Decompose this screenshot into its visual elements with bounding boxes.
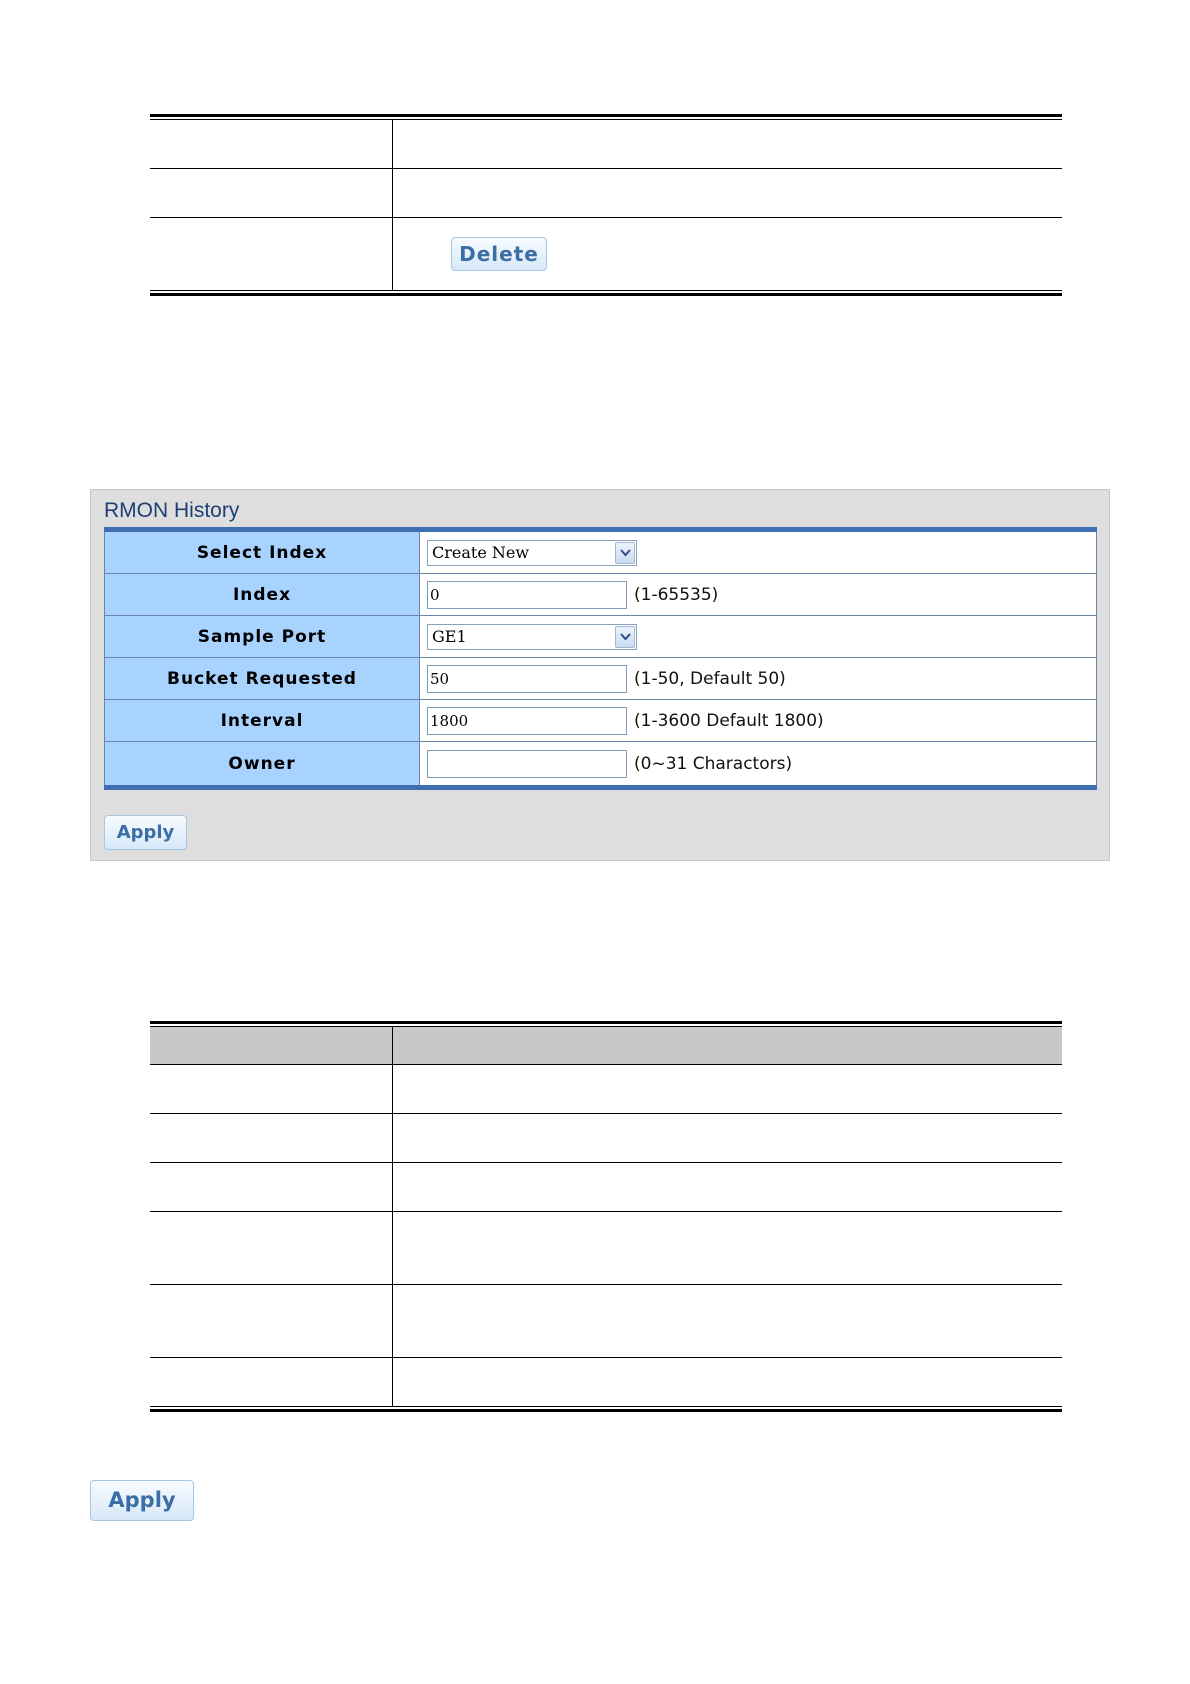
panel-title: RMON History bbox=[104, 499, 240, 522]
top-table-bottom-rule bbox=[150, 290, 1062, 296]
rmon-history-form bbox=[104, 527, 1097, 790]
owner-input[interactable] bbox=[427, 750, 627, 778]
table-row bbox=[150, 168, 1062, 217]
owner-row bbox=[104, 742, 1097, 785]
index-label: Index bbox=[104, 574, 420, 615]
index-hint: (1-65535) bbox=[634, 584, 719, 605]
sample-port-value: GE1 bbox=[432, 626, 467, 646]
table-row bbox=[150, 120, 1062, 168]
bucket-requested-label: Bucket Requested bbox=[104, 658, 420, 699]
panel-apply-button[interactable]: Apply bbox=[104, 815, 187, 850]
interval-label: Interval bbox=[104, 700, 420, 741]
select-index-dropdown[interactable] bbox=[427, 540, 637, 566]
table-row bbox=[150, 217, 1062, 290]
index-row bbox=[104, 574, 1097, 616]
sample-port-row bbox=[104, 616, 1097, 658]
delete-button[interactable]: Delete bbox=[451, 237, 547, 271]
select-index-row bbox=[104, 532, 1097, 574]
index-input[interactable]: 0 bbox=[427, 581, 627, 609]
table-header-row bbox=[150, 1027, 1062, 1064]
bucket-requested-input[interactable]: 50 bbox=[427, 665, 627, 693]
rmon-history-panel bbox=[90, 489, 1110, 861]
select-index-value: Create New bbox=[432, 542, 530, 562]
owner-label: Owner bbox=[104, 742, 420, 785]
table-row bbox=[150, 1357, 1062, 1406]
bottom-table-bottom-rule bbox=[150, 1406, 1062, 1412]
table-row bbox=[150, 1064, 1062, 1113]
sample-port-label: Sample Port bbox=[104, 616, 420, 657]
select-index-label: Select Index bbox=[104, 532, 420, 573]
chevron-down-icon[interactable] bbox=[615, 542, 635, 564]
top-description-table bbox=[150, 120, 1062, 290]
bucket-requested-hint: (1-50, Default 50) bbox=[634, 668, 786, 689]
bottom-description-table bbox=[150, 1027, 1062, 1406]
table-row bbox=[150, 1284, 1062, 1357]
interval-hint: (1-3600 Default 1800) bbox=[634, 710, 824, 731]
interval-row bbox=[104, 700, 1097, 742]
apply-button[interactable]: Apply bbox=[90, 1480, 194, 1521]
chevron-down-icon[interactable] bbox=[615, 626, 635, 648]
sample-port-dropdown[interactable] bbox=[427, 624, 637, 650]
interval-input[interactable]: 1800 bbox=[427, 707, 627, 735]
table-row bbox=[150, 1113, 1062, 1162]
table-row bbox=[150, 1211, 1062, 1284]
owner-hint: (0~31 Charactors) bbox=[634, 753, 793, 774]
bucket-requested-row bbox=[104, 658, 1097, 700]
table-row bbox=[150, 1162, 1062, 1211]
